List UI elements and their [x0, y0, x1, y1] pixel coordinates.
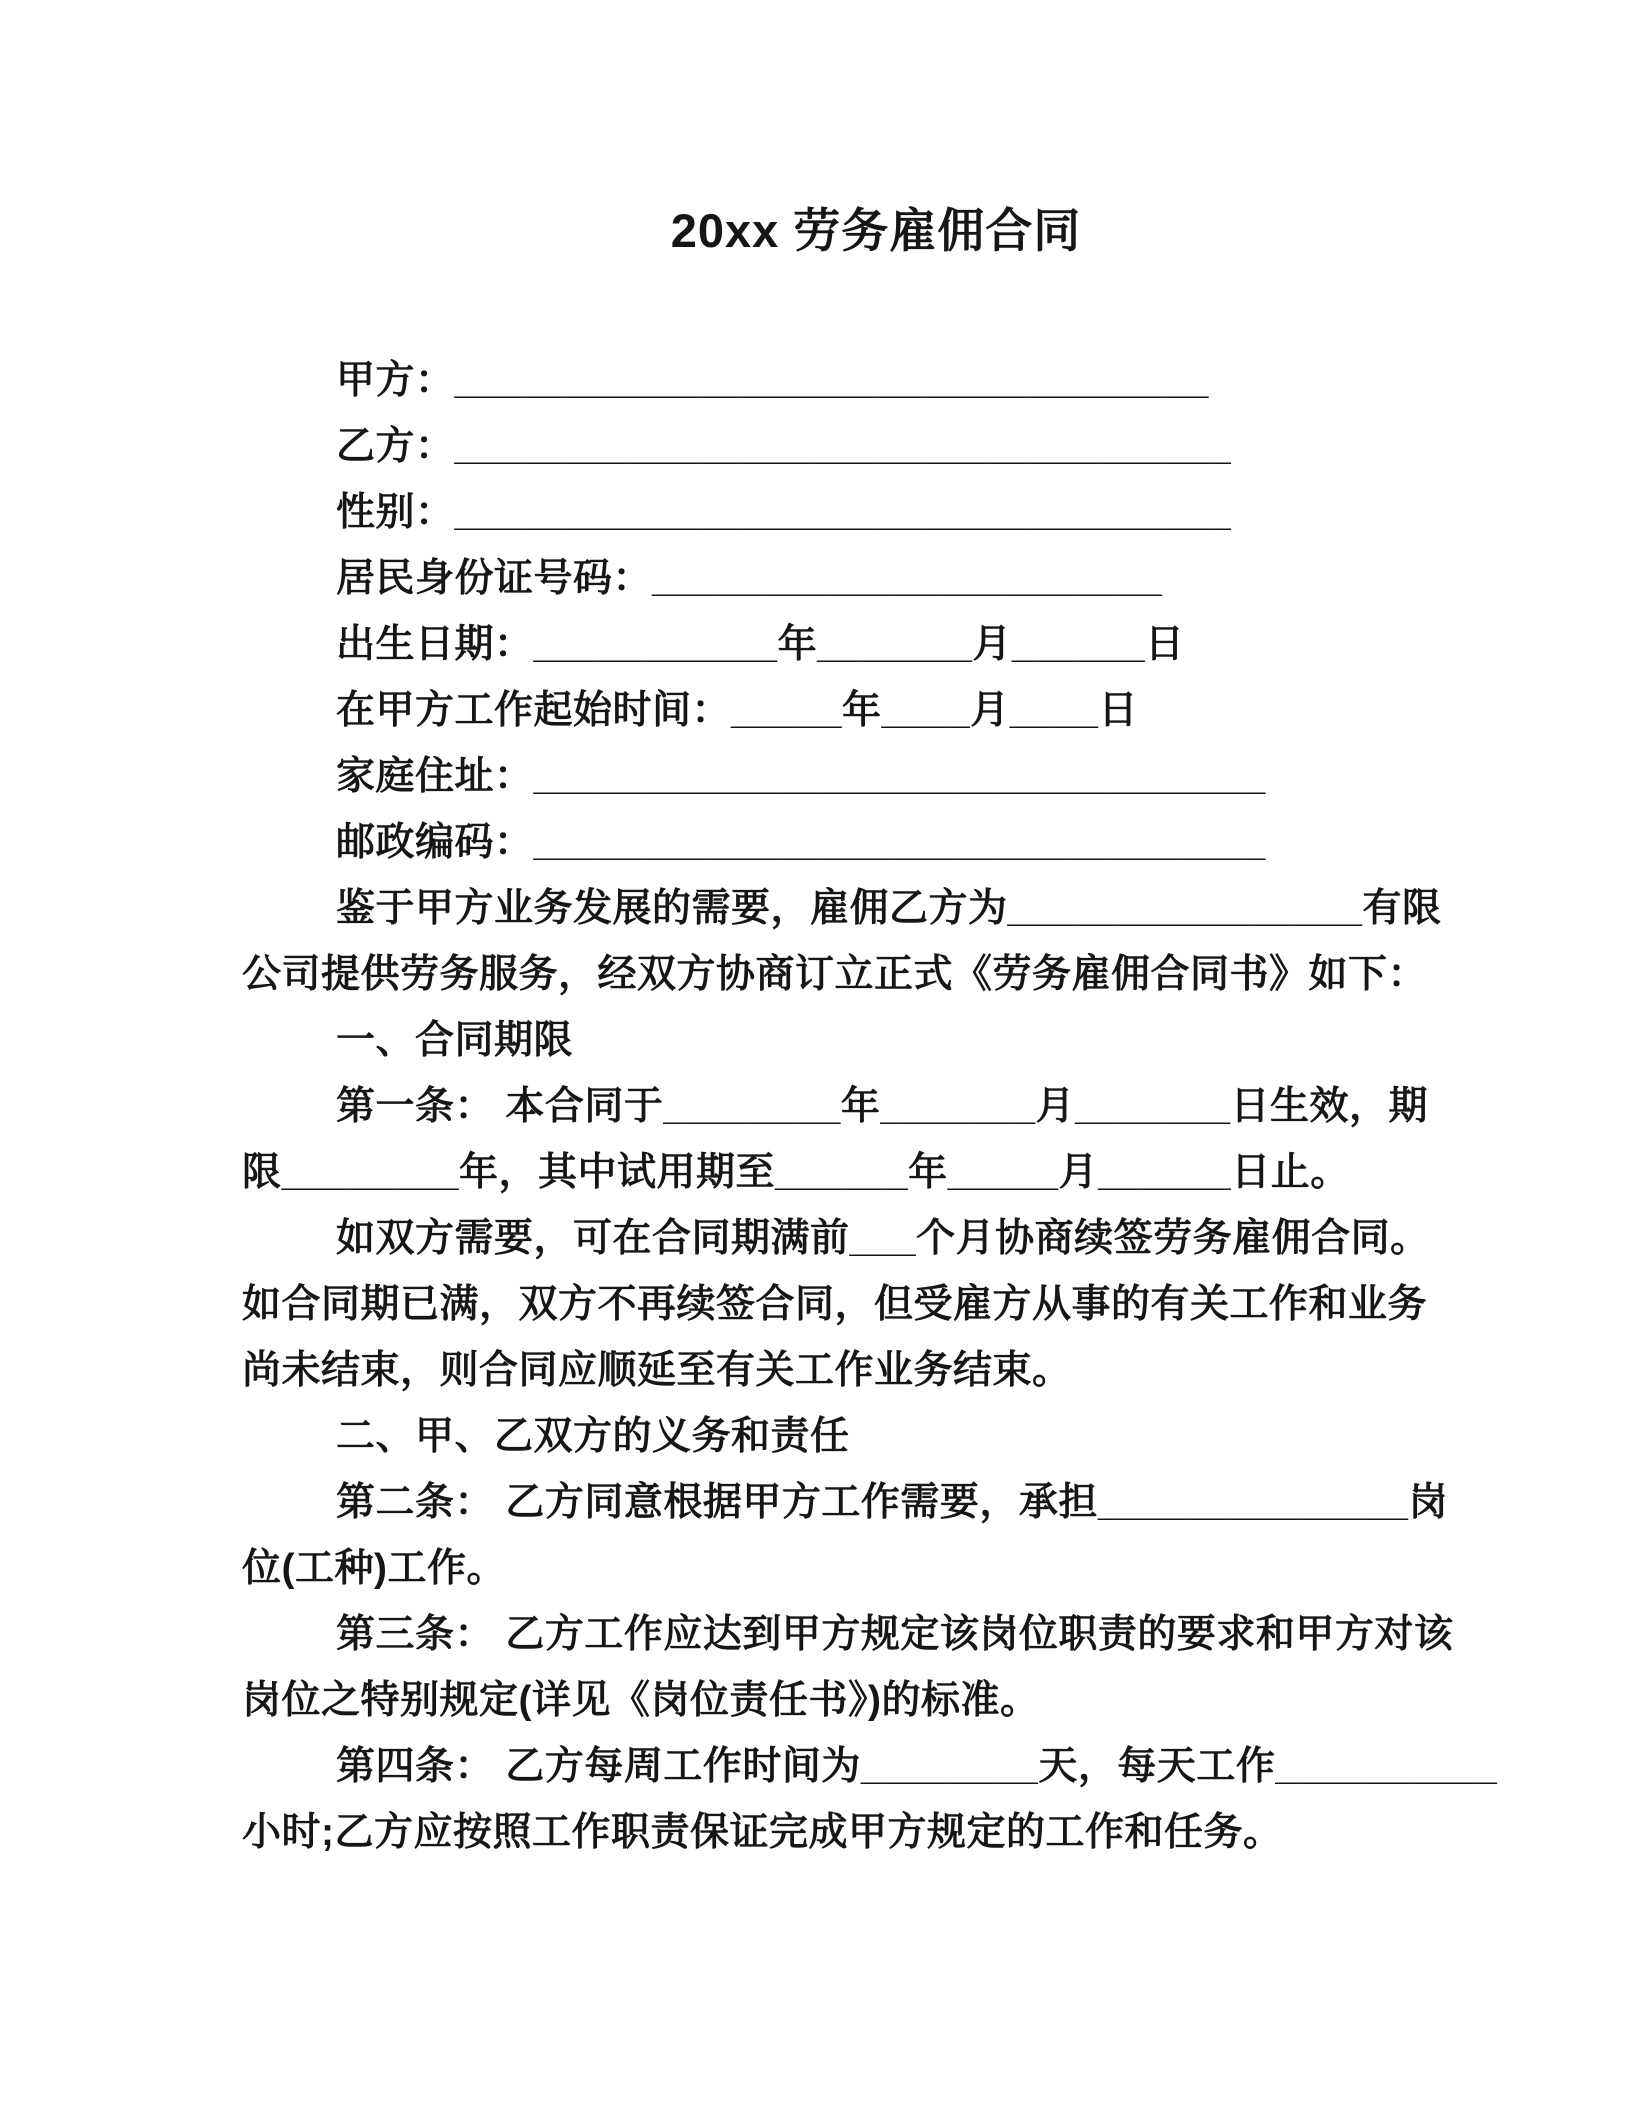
- article-4-line-2: 小时;乙方应按照工作职责保证完成甲方规定的工作和任务。: [242, 1811, 1283, 1854]
- birth-date-line: 出生日期：___________年_______月______日: [336, 623, 1185, 666]
- article-1-line-1: 第一条： 本合同于________年_______月_______日生效，期: [336, 1085, 1429, 1128]
- article-3-line-2: 岗位之特别规定(详见《岗位责任书》)的标准。: [242, 1679, 1040, 1722]
- id-number-line: 居民身份证号码：_______________________: [336, 557, 1163, 600]
- article-2-line-2: 位(工种)工作。: [242, 1547, 506, 1590]
- home-address-line: 家庭住址：_________________________________: [336, 755, 1266, 798]
- section-2-heading: 二、甲、乙双方的义务和责任: [336, 1415, 850, 1458]
- renewal-clause-line-3: 尚未结束，则合同应顺延至有关工作业务结束。: [242, 1349, 1072, 1392]
- section-1-heading: 一、合同期限: [336, 1019, 574, 1062]
- document-title: 20xx 劳务雇佣合同: [670, 204, 1082, 257]
- renewal-clause-line-2: 如合同期已满，双方不再续签合同，但受雇方从事的有关工作和业务: [242, 1283, 1428, 1326]
- work-start-date-line: 在甲方工作起始时间：_____年____月____日: [336, 689, 1138, 732]
- party-a-line: 甲方：__________________________________: [336, 359, 1209, 402]
- party-b-line: 乙方：___________________________________: [336, 425, 1232, 468]
- gender-line: 性别：___________________________________: [336, 491, 1232, 534]
- preamble-line-2: 公司提供劳务服务，经双方协商订立正式《劳务雇佣合同书》如下：: [242, 953, 1428, 996]
- renewal-clause-line-1: 如双方需要，可在合同期满前___个月协商续签劳务雇佣合同。: [336, 1217, 1430, 1260]
- article-1-line-2: 限________年，其中试用期至______年_____月______日止。: [242, 1151, 1350, 1194]
- article-2-line-1: 第二条： 乙方同意根据甲方工作需要，承担______________岗: [336, 1481, 1448, 1524]
- postal-code-line: 邮政编码：_________________________________: [336, 821, 1266, 864]
- article-4-line-1: 第四条： 乙方每周工作时间为________天，每天工作__________: [336, 1745, 1498, 1788]
- article-3-line-1: 第三条： 乙方工作应达到甲方规定该岗位职责的要求和甲方对该: [336, 1613, 1454, 1656]
- preamble-line-1: 鉴于甲方业务发展的需要，雇佣乙方为________________有限: [336, 887, 1442, 930]
